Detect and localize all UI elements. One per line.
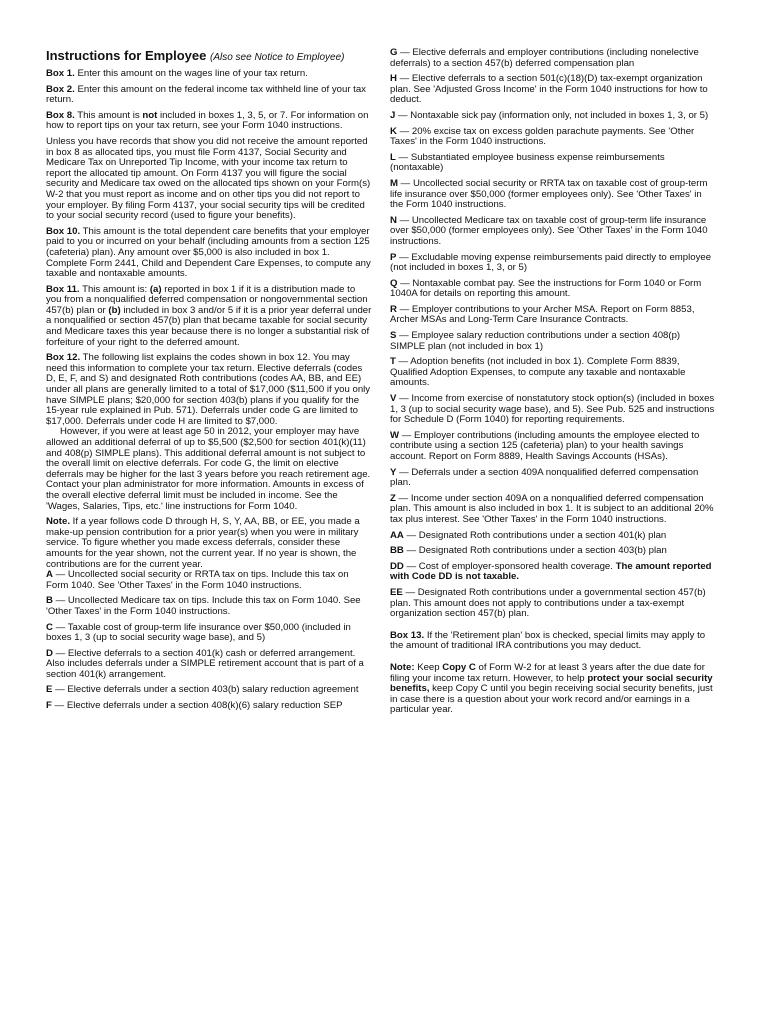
code-paragraph: F — Elective deferrals under a section 408(k)(6) salary reduction SEP — [46, 700, 343, 712]
note-text: If a year follows code D through H, S, Y, AA, BB, or EE, you made a make-up pension contribution for a prior year(s) when you were in military service. To figure whether you made excess deferrals, consider these amounts for the year shown, not the current year. If no year is shown, the contributions are for the current year. — [46, 516, 360, 570]
box2-label: Box 2. — [46, 83, 75, 95]
code-paragraph: A — Uncollected social security or RRTA tax on tips. Include this tax on Form 1040. See 'Other Taxes' in the Form 1040 instructions. — [46, 569, 349, 591]
code-description: Employee salary reduction contributions under a section 408(p) SIMPLE plan (not included in box 1) — [390, 330, 681, 352]
code-description: Uncollected Medicare tax on tips. Include this tax on Form 1040. See 'Other Taxes' in the Form 1040 instructions. — [46, 595, 361, 617]
code-description: Income under section 409A on a nonqualified deferred compensation plan. This amount is also included in box 1. It is subject to an additional 20% tax plus interest. See 'Other Taxes' in the Form 1040 instructions. — [390, 492, 714, 525]
box10-text: This amount is the total dependent care benefits that your employer paid to you or incurred on your behalf (including amounts from a section 125 (cafeteria) plan). Any amount over $5,000 is also included in box 1. Complete Form 2441, Child and Dependent Care Expenses, to compute any taxable and nontaxable amounts. — [46, 225, 371, 280]
code-letter: S — [390, 330, 397, 342]
code-description: 20% excise tax on excess golden parachute payments. See 'Other Taxes' in the Form 1040 instructions. — [390, 125, 695, 148]
code-paragraph: BB — Designated Roth contributions under a section 403(b) plan — [390, 545, 667, 557]
box10-label: Box 10. — [46, 225, 81, 237]
box13-paragraph — [390, 631, 716, 652]
however-paragraph: However, if you were at least age 50 in 2012, your employer may have allowed an additional deferral of up to $5,500 ($2,500 for section 401(k)(11) and 408(p) SIMPLE plans). This additional deferral amount is not subject to the overall limit on elective deferrals. For code G, the limit on elective deferrals may be higher for the last 3 years before you reach retirement age. Contact your plan administrator for more information. Amounts in excess of the overall elective deferral limit must be included in income. See the 'Wages, Salaries, Tips, etc.' line instructions for Form 1040. — [46, 426, 371, 512]
code-paragraph: N — Uncollected Medicare tax on taxable cost of group-term life insurance over $50,000 (former employees only). See 'Other Taxes' in the Form 1040 instructions. — [390, 214, 708, 247]
copy-c-bold: Copy C — [442, 661, 476, 673]
code-letter: W — [390, 429, 400, 441]
code-dd-paragraph: DD — Cost of employer-sponsored health coverage. The amount reported with Code DD is not taxable. — [390, 560, 712, 583]
code-ee-paragraph: EE — Designated Roth contributions under a governmental section 457(b) plan. This amount does not apply to contributions under a tax-exempt organization section 457(b) plan. — [390, 586, 706, 620]
code-letter: G — [390, 47, 398, 58]
code-description: Uncollected Medicare tax on taxable cost of group-term life insurance over $50,000 (former employees only). See 'Other Taxes' in the Form 1040 instructions. — [390, 214, 708, 247]
code-paragraph: C — Taxable cost of group-term life insurance over $50,000 (included in boxes 1, 3 (up to social security wage base), and 5) — [46, 621, 351, 644]
code-paragraph: Y — Deferrals under a section 409A nonqualified deferred compensation plan. — [390, 466, 699, 489]
code-letter: M — [390, 177, 398, 189]
code-letter: Z — [390, 492, 396, 504]
code-paragraph: Z — Income under section 409A on a nonqualified deferred compensation plan. This amount is also included in box 1. It is subject to an additional 20% tax plus interest. See 'Other Taxes' in the Form 1040 instructions. — [390, 492, 714, 525]
code-description: Income from exercise of nonstatutory stock option(s) (included in boxes 1, 3 (up to social security wage base), and 5). See Pub. 525 and instructions for Schedule D (Form 1040) for reporting requirements. — [390, 393, 715, 426]
box2-text: Enter this amount on the federal income tax withheld line of your tax return. — [46, 83, 366, 106]
right-code-list — [390, 48, 716, 557]
code-paragraph: J — Nontaxable sick pay (information only, not included in boxes 1, 3, or 5) — [390, 109, 709, 121]
code-letter: A — [46, 569, 53, 581]
code-letter: L — [390, 151, 396, 163]
copy-c-note-text-1: Keep — [417, 661, 440, 673]
code-description: Employer contributions (including amounts the employee elected to contribute using a section 125 (cafeteria) plan) to your health savings account. Report on Form 8889, Health Savings Accounts (HSAs). — [390, 429, 700, 462]
protect-benefits-bold: protect your social security benefits, — [390, 672, 713, 695]
unless-paragraph: Unless you have records that show you did not receive the amount reported in box 8 as allocated tips, you must file Form 4137, Social Security and Medicare Tax on Unreported Tip Income, with your income tax return to report the allocated tip amount. On Form 4137 you will figure the social security and Medicare tax owed on the allocated tips shown on your Form(s) W-2 that you must report as income and on other tips you did not report to your employer. By filing Form 4137, your social security tips will be credited to your social security record (used to figure your benefits). — [46, 135, 371, 222]
page-title — [46, 48, 372, 65]
code-paragraph: P — Excludable moving expense reimbursements paid directly to employee (not included in boxes 1, 3, or 5) — [390, 251, 712, 274]
code-letter: J — [390, 109, 396, 121]
code-paragraph: G — Elective deferrals and employer contributions (including nonelective deferrals) to a section 457(b) deferred compensation plan — [390, 47, 699, 69]
box8-label: Box 8. — [46, 109, 75, 121]
code-paragraph: B — Uncollected Medicare tax on tips. Include this tax on Form 1040. See 'Other Taxes' in the Form 1040 instructions. — [46, 595, 361, 617]
title-text: Instructions for Employee — [46, 48, 207, 63]
code-letter: H — [390, 73, 397, 85]
code-ee-label: EE — [390, 586, 403, 598]
code-paragraph: E — Elective deferrals under a section 403(b) salary reduction agreement — [46, 684, 359, 696]
note-paragraph — [46, 517, 372, 570]
box10-paragraph — [46, 227, 372, 280]
code-letter: F — [46, 700, 52, 712]
code-description: Elective deferrals under a section 403(b) salary reduction agreement — [67, 684, 359, 696]
code-letter: P — [390, 251, 397, 263]
box13-text: If the 'Retirement plan' box is checked, special limits may apply to the amount of traditional IRA contributions you may deduct. — [390, 629, 706, 652]
code-description: Deferrals under a section 409A nonqualified deferred compensation plan. — [390, 466, 699, 489]
box11-text-1: This amount is: — [82, 283, 148, 295]
code-letter: D — [46, 647, 53, 659]
box8-text-1: This amount is — [77, 109, 140, 121]
copy-c-note-label: Note: — [390, 661, 415, 673]
code-paragraph: K — 20% excise tax on excess golden parachute payments. See 'Other Taxes' in the Form 1040 instructions. — [390, 125, 695, 148]
note-label: Note. — [46, 516, 70, 528]
code-letter: B — [46, 595, 53, 607]
box12-paragraph — [46, 353, 372, 427]
code-ee-text: Designated Roth contributions under a governmental section 457(b) plan. This amount does not apply to contributions under a tax-exempt organization section 457(b) plan. — [390, 586, 706, 620]
code-paragraph: V — Income from exercise of nonstatutory stock option(s) (included in boxes 1, 3 (up to social security wage base), and 5). See Pub. 525 and instructions for Schedule D (Form 1040) for reporting requirements. — [390, 393, 715, 426]
code-letter: AA — [390, 529, 404, 541]
box1-paragraph — [46, 69, 372, 80]
code-letter: K — [390, 125, 397, 137]
code-description: Substantiated employee business expense reimbursements (nontaxable) — [390, 151, 665, 174]
box8-paragraph — [46, 111, 372, 132]
code-paragraph: Q — Nontaxable combat pay. See the instructions for Form 1040 or Form 1040A for details on reporting this amount. — [390, 277, 702, 300]
code-description: Taxable cost of group-term life insurance over $50,000 (included in boxes 1, 3 (up to social security wage base), and 5) — [46, 621, 351, 644]
box8-not: not — [142, 109, 158, 121]
code-description: Uncollected social security or RRTA tax on tips. Include this tax on Form 1040. See 'Other Taxes' in the Form 1040 instructions. — [46, 569, 349, 591]
box2-paragraph — [46, 85, 372, 106]
code-description: Elective deferrals under a section 408(k)(6) salary reduction SEP — [66, 700, 343, 712]
code-letter: V — [390, 393, 397, 405]
code-paragraph: R — Employer contributions to your Archer MSA. Report on Form 8853, Archer MSAs and Long-Term Care Insurance Contracts. — [390, 303, 695, 326]
code-letter: BB — [390, 545, 404, 557]
code-paragraph: S — Employee salary reduction contributions under a section 408(p) SIMPLE plan (not included in box 1) — [390, 330, 681, 352]
code-paragraph: H — Elective deferrals to a section 501(c)(18)(D) tax-exempt organization plan. See 'Adjusted Gross Income' in the Form 1040 instructions for how to deduct. — [390, 73, 708, 106]
code-letter: Q — [390, 277, 398, 289]
box11-label: Box 11. — [46, 283, 80, 295]
code-description: Excludable moving expense reimbursements paid directly to employee (not included in boxes 1, 3, or 5) — [390, 251, 712, 274]
box11-a: (a) — [149, 283, 162, 295]
code-description: Designated Roth contributions under a section 401(k) plan — [418, 529, 667, 541]
code-paragraph: AA — Designated Roth contributions under a section 401(k) plan — [390, 529, 667, 541]
code-letter: T — [390, 356, 396, 368]
box11-text-2: reported in box 1 if it is a distribution made to you from a nonqualified deferred compensation or nongovernmental section 457(b) plan or — [46, 283, 368, 316]
right-column — [390, 48, 716, 721]
code-letter: E — [46, 684, 53, 696]
code-paragraph: D — Elective deferrals to a section 401(k) cash or deferred arrangement. Also includes deferrals under a SIMPLE retirement account that is part of a section 401(k) arrangement. — [46, 647, 364, 680]
code-description: Designated Roth contributions under a section 403(b) plan — [418, 545, 667, 557]
code-description: Adoption benefits (not included in box 1). Complete Form 8839, Qualified Adoption Expenses, to compute any taxable and nontaxable amounts. — [390, 356, 686, 389]
code-letter: Y — [390, 466, 397, 478]
box12-label: Box 12. — [46, 352, 81, 364]
box1-label: Box 1. — [46, 68, 75, 79]
code-description: Nontaxable sick pay (information only, not included in boxes 1, 3, or 5) — [410, 109, 709, 121]
code-description: Elective deferrals to a section 401(k) cash or deferred arrangement. Also includes deferrals under a SIMPLE retirement account that is part of a section 401(k) arrangement. — [46, 647, 364, 680]
code-paragraph: L — Substantiated employee business expense reimbursements (nontaxable) — [390, 151, 665, 174]
code-paragraph: W — Employer contributions (including amounts the employee elected to contribute using a section 125 (cafeteria) plan) to your health savings account. Report on Form 8889, Health Savings Accounts (HSAs). — [390, 429, 700, 462]
box8-text-2: included in boxes 1, 3, 5, or 7. For information on how to report tips on your tax return, see your Form 1040 instructions. — [46, 109, 369, 132]
code-letter: C — [46, 621, 53, 633]
left-code-list — [46, 570, 372, 712]
code-description: Elective deferrals to a section 501(c)(18)(D) tax-exempt organization plan. See 'Adjusted Gross Income' in the Form 1040 instructions for how to deduct. — [390, 73, 708, 106]
code-paragraph: M — Uncollected social security or RRTA tax on taxable cost of group-term life insurance over $50,000 (former employees only). See 'Other Taxes' in the Form 1040 instructions. — [390, 177, 708, 211]
title-note: (Also see Notice to Employee) — [210, 52, 345, 63]
box11-text-3: included in box 3 and/or 5 if it is a prior year deferral under a nonqualified or section 457(b) plan that became taxable for social security and Medicare taxes this year because there is no longer a substantial risk of forfeiture of your right to the deferred amount. — [46, 304, 372, 348]
code-letter: N — [390, 214, 397, 226]
box1-text: Enter this amount on the wages line of your tax return. — [77, 68, 308, 79]
code-description: Uncollected social security or RRTA tax on taxable cost of group-term life insurance over $50,000 (former employees only). See 'Other Taxes' in the Form 1040 instructions. — [390, 177, 708, 211]
box13-label: Box 13. — [390, 629, 425, 641]
code-description: Elective deferrals and employer contributions (including nonelective deferrals) to a section 457(b) deferred compensation plan — [390, 47, 699, 69]
code-paragraph: T — Adoption benefits (not included in box 1). Complete Form 8839, Qualified Adoption Expenses, to compute any taxable and nontaxable amounts. — [390, 356, 686, 389]
code-dd-label: DD — [390, 560, 404, 572]
copy-c-note-text-2: of Form W-2 for at least 3 years after the due date for filing your income tax return. However, to help — [390, 661, 705, 684]
box11-paragraph — [46, 285, 372, 349]
code-description: Nontaxable combat pay. See the instructions for Form 1040 or Form 1040A for details on reporting this amount. — [390, 277, 702, 300]
copy-c-note-text-3: keep Copy C until you begin receiving social security benefits, just in case there is a question about your work record and/or earnings in a particular year. — [390, 683, 713, 716]
box11-b: (b) — [108, 304, 121, 316]
code-letter: R — [390, 303, 397, 315]
code-description: Employer contributions to your Archer MSA. Report on Form 8853, Archer MSAs and Long-Term Care Insurance Contracts. — [390, 303, 695, 326]
copy-c-note — [390, 663, 716, 716]
code-dd-text: Cost of employer-sponsored health coverage. — [418, 560, 613, 572]
left-column — [46, 48, 372, 717]
code-dd-bold: The amount reported with Code DD is not taxable. — [390, 560, 712, 583]
box12-text: The following list explains the codes shown in box 12. You may need this information to complete your tax return. Elective deferrals (codes D, E, F, and S) and designated Roth contributions (codes AA, BB, and EE) under all plans are generally limited to a total of $17,000 ($11,500 if you only have SIMPLE plans; $20,000 for section 403(b) plans if you qualify for the 15-year rule explained in Pub. 571). Deferrals under code G are limited to $17,000. Deferrals under code H are limited to $7,000. — [46, 352, 371, 427]
